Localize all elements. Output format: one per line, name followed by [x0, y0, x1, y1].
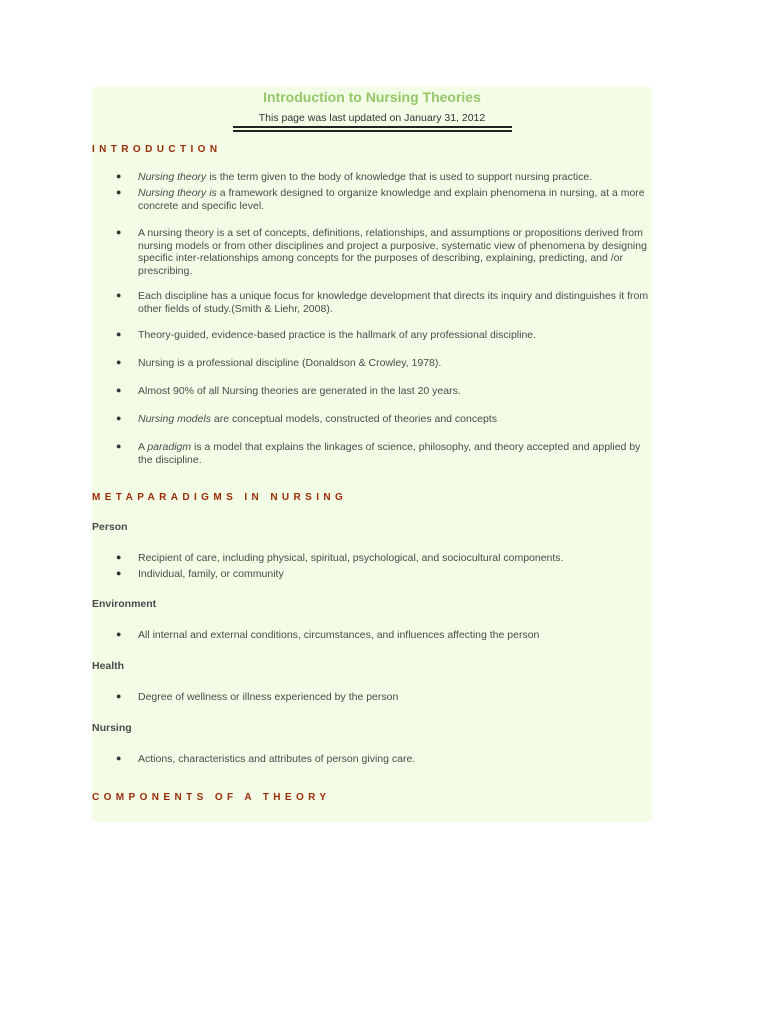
- title-divider-bottom: [233, 130, 512, 132]
- bullet: ●: [116, 227, 122, 237]
- list-item: A nursing theory is a set of concepts, definitions, relationships, and assumptions or propositions derived from nursing models or from other disciplines and project a purposive, systematic view of phenomena by designing specific inter-relationships among concepts for the purposes of describing, explaining, predicting, and /or prescribing.: [138, 227, 647, 277]
- bullet: ●: [116, 691, 122, 701]
- title-divider-top: [233, 126, 512, 128]
- bullet: ●: [116, 629, 122, 639]
- subheading-person: Person: [92, 521, 128, 533]
- bullet: ●: [116, 171, 122, 181]
- bullet: ●: [116, 568, 122, 578]
- document-page: [92, 87, 652, 822]
- section-heading-introduction: INTRODUCTION: [92, 144, 222, 155]
- list-item: All internal and external conditions, circumstances, and influences affecting the person: [138, 629, 540, 641]
- section-heading-metaparadigms: METAPARADIGMS IN NURSING: [92, 492, 348, 503]
- subheading-environment: Environment: [92, 598, 157, 610]
- list-item: Almost 90% of all Nursing theories are generated in the last 20 years.: [138, 385, 461, 397]
- list-item: Individual, family, or community: [138, 568, 284, 580]
- list-item: Nursing is a professional discipline (Donaldson & Crowley, 1978).: [138, 357, 442, 369]
- section-heading-components: COMPONENTS OF A THEORY: [92, 792, 331, 803]
- list-item: Nursing models are conceptual models, constructed of theories and concepts: [138, 413, 497, 425]
- list-item: Actions, characteristics and attributes of person giving care.: [138, 753, 416, 765]
- last-updated-text: This page was last updated on January 31, 2012: [258, 112, 486, 124]
- bullet: ●: [116, 441, 122, 451]
- bullet: ●: [116, 290, 122, 300]
- bullet: ●: [116, 552, 122, 562]
- list-item: Each discipline has a unique focus for knowledge development that directs its inquiry and distinguishes it from other fields of study.(Smith & Liehr, 2008).: [138, 290, 649, 315]
- subheading-nursing: Nursing: [92, 722, 132, 734]
- list-item: A paradigm is a model that explains the linkages of science, philosophy, and theory accepted and applied by the discipline.: [138, 441, 641, 466]
- list-item: Recipient of care, including physical, spiritual, psychological, and sociocultural components.: [138, 552, 564, 564]
- list-item: Theory-guided, evidence-based practice is the hallmark of any professional discipline.: [138, 329, 537, 341]
- list-item: Degree of wellness or illness experienced by the person: [138, 691, 399, 703]
- subheading-health: Health: [92, 660, 125, 672]
- list-item: Nursing theory is the term given to the body of knowledge that is used to support nursing practice.: [138, 171, 593, 183]
- bullet: ●: [116, 357, 122, 367]
- bullet: ●: [116, 329, 122, 339]
- page-title: Introduction to Nursing Theories: [263, 89, 481, 105]
- bullet: ●: [116, 753, 122, 763]
- bullet: ●: [116, 187, 122, 197]
- bullet: ●: [116, 385, 122, 395]
- list-item: Nursing theory is a framework designed to organize knowledge and explain phenomena in nursing, at a more concrete and specific level.: [138, 187, 645, 212]
- bullet: ●: [116, 413, 122, 423]
